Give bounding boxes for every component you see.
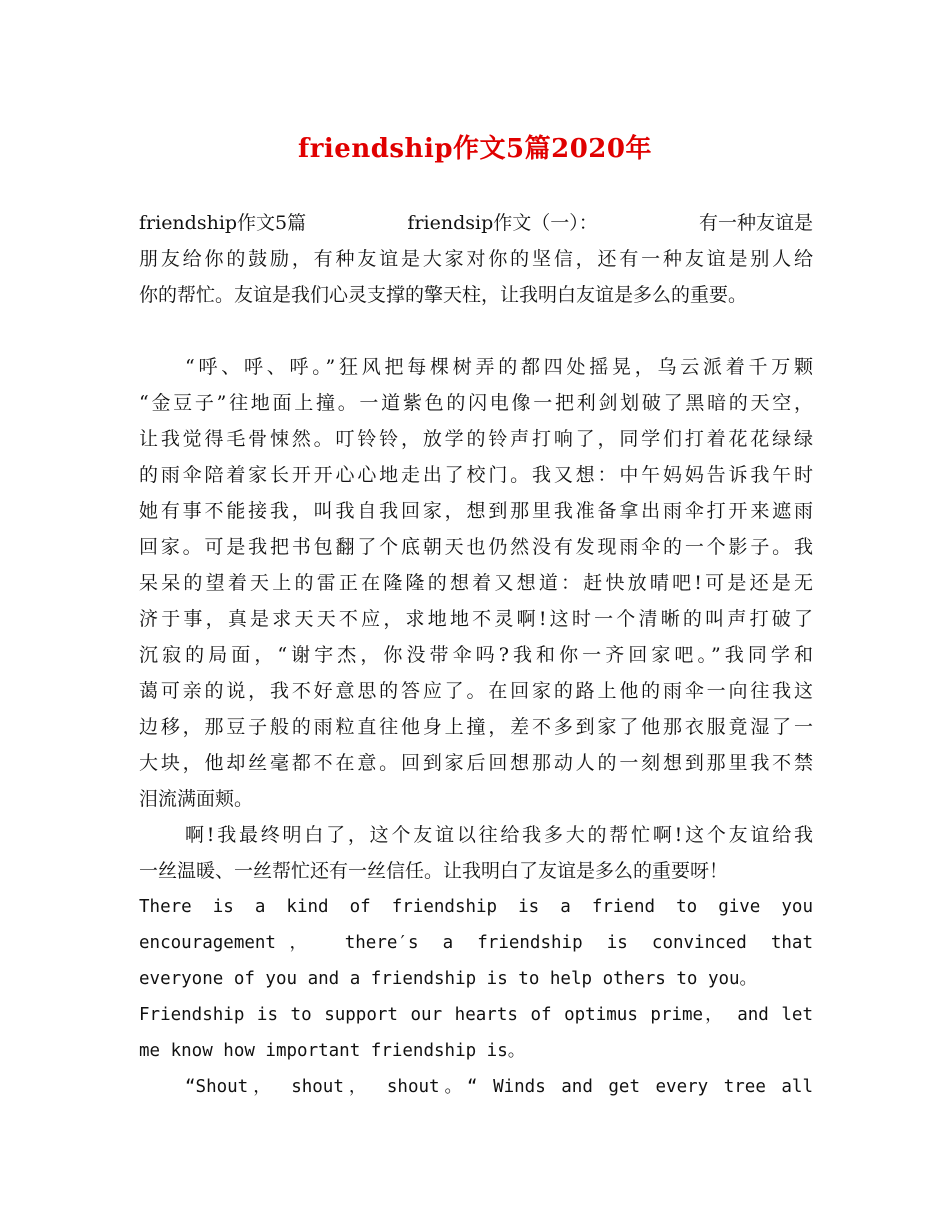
paragraph-line: “呼、呼、呼。”狂风把每棵树弄的都四处摇晃，乌云派着千万颗	[185, 356, 813, 378]
english-line: There is a kind of friendship is a friend to give you	[139, 897, 813, 917]
paragraph-line: 大块，他却丝毫都不在意。回到家后回想那动人的一刻想到那里我不禁	[139, 752, 813, 774]
english-line: Friendship is to support our hearts of optimus prime， and let	[139, 1005, 813, 1025]
paragraph-line: 呆呆的望着天上的雷正在隆隆的想着又想道：赶快放晴吧!可是还是无	[139, 572, 813, 594]
intro-line: 朋友给你的鼓励，有种友谊是大家对你的坚信，还有一种友谊是别人给	[139, 248, 813, 270]
english-line: everyone of you and a friendship is to help others to you。	[139, 969, 758, 989]
paragraph-line: 泪流满面颊。	[139, 788, 254, 810]
document-body	[139, 205, 813, 1105]
paragraph-line: 她有事不能接我，叫我自我回家，想到那里我准备拿出雨伞打开来遮雨	[139, 500, 813, 522]
paragraph-line: 边移，那豆子般的雨粒直往他身上撞，差不多到家了他那衣服竟湿了一	[139, 716, 813, 738]
intro-head-left: friendship作文5篇	[139, 212, 307, 234]
intro-head-mid: friendsip作文（一）：	[407, 212, 598, 234]
paragraph-line: “金豆子”往地面上撞。一道紫色的闪电像一把利剑划破了黑暗的天空，	[139, 392, 813, 414]
paragraph-line: 让我觉得毛骨悚然。叮铃铃，放学的铃声打响了，同学们打着花花绿绿	[139, 428, 813, 450]
intro-head-right: 有一种友谊是	[698, 212, 813, 234]
paragraph-gap	[139, 313, 813, 349]
paragraph-line: 回家。可是我把书包翻了个底朝天也仍然没有发现雨伞的一个影子。我	[139, 536, 813, 558]
paragraph-line: 沉寂的局面，“谢宇杰，你没带伞吗?我和你一齐回家吧。”我同学和	[139, 644, 813, 666]
intro-heading-line	[139, 205, 813, 241]
intro-line: 你的帮忙。友谊是我们心灵支撑的擎天柱，让我明白友谊是多么的重要。	[139, 284, 748, 306]
paragraph-line: 蔼可亲的说，我不好意思的答应了。在回家的路上他的雨伞一向往我这	[139, 680, 813, 702]
document-title: friendship作文5篇2020年	[298, 134, 652, 164]
paragraph-line: 啊!我最终明白了，这个友谊以往给我多大的帮忙啊!这个友谊给我	[185, 824, 813, 846]
english-line: encouragement， there′s a friendship is convinced that	[139, 933, 813, 953]
paragraph-line: 济于事，真是求天天不应，求地地不灵啊!这时一个清晰的叫声打破了	[139, 608, 813, 630]
english-line: “Shout， shout， shout。“ Winds and get every tree all	[185, 1077, 813, 1097]
english-line: me know how important friendship is。	[139, 1041, 526, 1061]
paragraph-line: 的雨伞陪着家长开开心心地走出了校门。我又想：中午妈妈告诉我午时	[139, 464, 813, 486]
paragraph-line: 一丝温暖、一丝帮忙还有一丝信任。让我明白了友谊是多么的重要呀！	[139, 860, 729, 882]
